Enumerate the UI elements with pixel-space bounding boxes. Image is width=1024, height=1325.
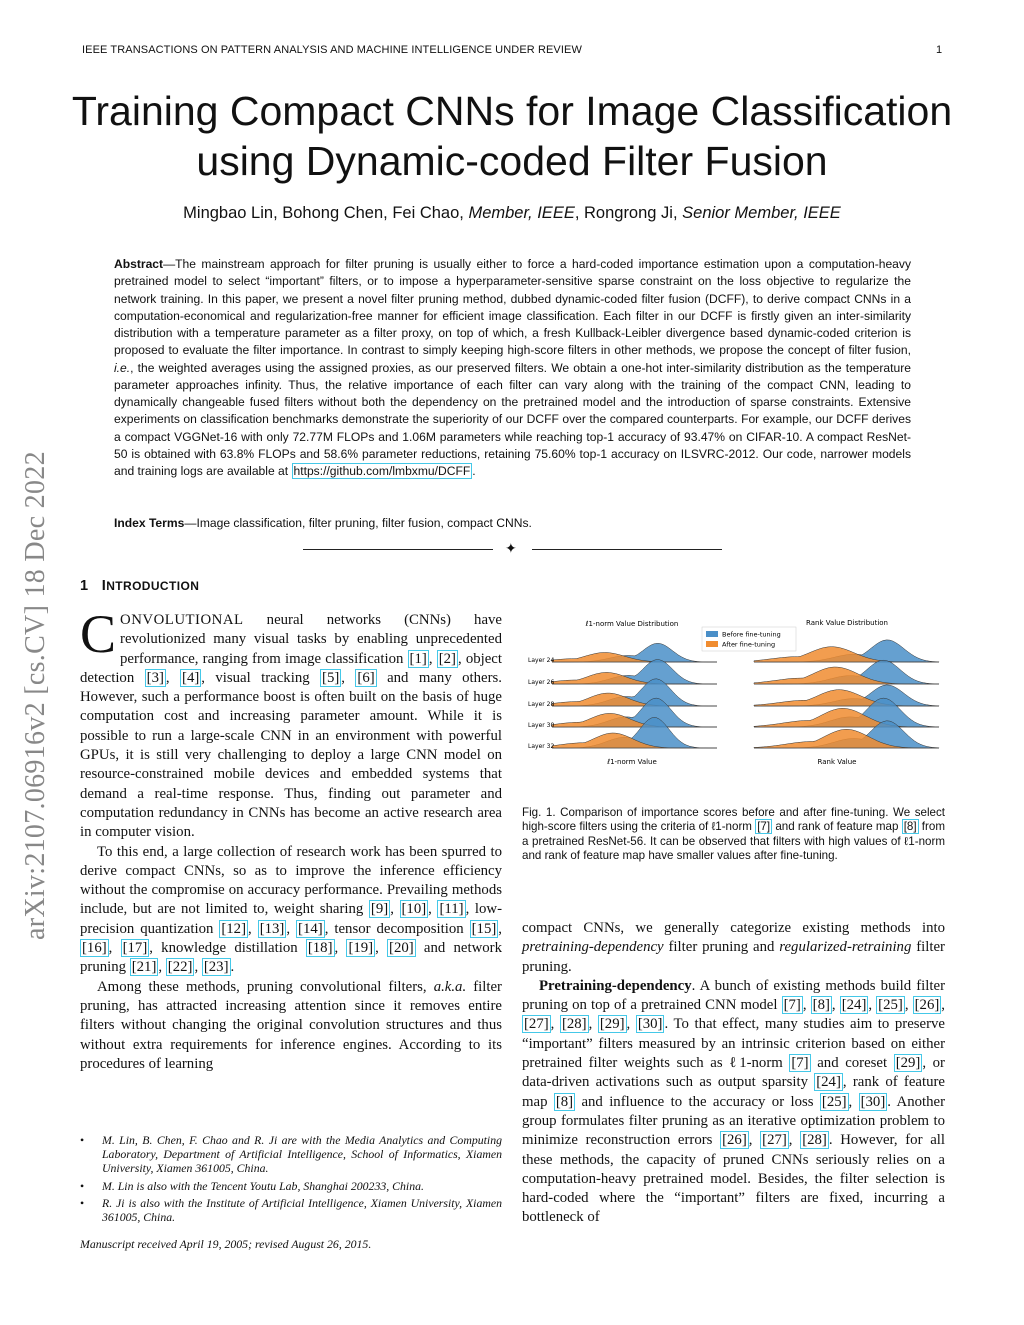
citation[interactable]: [24] — [841, 997, 867, 1014]
intro-p1-b: , object detection — [80, 650, 502, 686]
right-paragraph-2: Pretraining-dependency. A bunch of existing methods build filter pruning on top of a pretrained CNN model [7] , [8] , [24] , [25] , [26] , [27] , [28] , [29] , [30] . To that effect, many studies aim to preserve “important” filters measured by an intrinsic criterion based on either pretrained filter weights such as ℓ1-norm [7] and coreset [29] , or data-driven activations such as output sparsity [24] , rank of feature map [8] and influence to the accuracy or loss [25] , [30] . Another group formulates filter pruning as an iterative optimization problem to minimize reconstruction errors [26] , [27] , [28] . However, for all these methods, the capacity of pruned CNNs seriously relies on a computation-heavy pretrained model. Besides, the filter selection is hard-coded where the “important” filters are fixed, incurring a bottleneck of — [522, 977, 946, 1226]
index-terms-label: Index Terms — [114, 516, 185, 530]
citation[interactable]: [10] — [401, 901, 427, 918]
section-heading — [80, 578, 199, 594]
citation[interactable]: [1] — [409, 650, 427, 667]
chart-row-label: Layer 26 — [528, 679, 555, 686]
citation[interactable]: [5] — [322, 669, 340, 686]
index-terms — [114, 516, 911, 530]
abstract-label: Abstract — [114, 257, 164, 271]
legend-label-after: After fine-tuning — [722, 640, 776, 649]
divider-left — [303, 549, 493, 550]
citation[interactable]: [3] — [146, 669, 164, 686]
citation[interactable]: [17] — [122, 940, 148, 957]
chart-legend — [702, 627, 796, 651]
citation[interactable]: [19] — [348, 940, 374, 957]
citation[interactable]: [26] — [722, 1132, 747, 1149]
citation[interactable]: [11] — [439, 901, 464, 918]
citation[interactable]: [27] — [762, 1132, 787, 1149]
citation[interactable]: [20] — [389, 940, 414, 957]
left-column — [80, 604, 503, 1074]
right-paragraph-1 — [522, 919, 945, 977]
citation[interactable]: [29] — [895, 1055, 921, 1072]
right-p1-em2: regularized-retraining — [779, 939, 912, 956]
right-p1-em1: pretraining-dependency — [522, 939, 664, 956]
right-p2-e: , rank of feature map — [522, 1074, 946, 1110]
intro-paragraph-2: To this end, a large collection of research work has been spurred to derive compact CNNs, so as to improve the inference efficiency without the compromise on accuracy performance. Prevailing methods include, but are not limited to, weight sharing [9] , [10] , [11] , low-precision quantization [12] , [13] , [14] , tensor decomposition [15] , [16] , [17] , knowledge distillation [18] , [19] , [20] and network pruning [21] , [22] , [23] . — [80, 843, 503, 976]
chart-xlabel-left: ℓ1-norm Value — [607, 758, 657, 766]
page-number: 1 — [936, 44, 943, 56]
right-column — [522, 919, 945, 1228]
citation[interactable]: [2] — [438, 650, 456, 667]
chart-row-label: Layer 28 — [528, 701, 555, 708]
legend-swatch-after — [706, 641, 718, 647]
citation[interactable]: [7] — [783, 997, 801, 1014]
figure-caption — [522, 806, 945, 863]
chart-row-label: Layer 32 — [528, 743, 555, 750]
citation[interactable]: [13] — [259, 920, 285, 937]
citation[interactable]: [4] — [182, 669, 200, 686]
citation[interactable]: [8] — [555, 1093, 574, 1110]
right-p2-bold: Pretraining-dependency — [539, 977, 692, 994]
citation[interactable]: [29] — [599, 1016, 625, 1033]
code-link[interactable]: https://github.com/lmbxmu/DCFF — [293, 464, 471, 478]
arxiv-identifier: arXiv:2107.06916v2 [cs.CV] 18 Dec 2022 — [20, 451, 51, 940]
chart-title-right: Rank Value Distribution — [805, 619, 889, 627]
right-p2-g: . Another group formulates filter pruning as an iterative optimization problem to minimize reconstruction errors — [522, 1093, 945, 1149]
citation[interactable]: [8] — [812, 997, 830, 1014]
abstract-ie: i.e. — [114, 360, 131, 375]
citation[interactable]: [15] — [471, 920, 497, 937]
intro-p2-d: , knowledge distillation — [149, 940, 306, 957]
abstract-text: —The mainstream approach for filter pruning is usually either to force a hard-coded importance estimation upon a computation-heavy pretrained model to select “important” filters, or to impose a hyperparameter-sensitive sparse constraint on the loss objective to regularize the network training. In this paper, we present a novel filter pruning method, dubbed dynamic-coded filter fusion (DCFF), to derive compact CNNs in a computation-economical and regularization-free manner for efficient image classification. Each filter in our DCFF is firstly given an inter-similarity distribution with a temperature parameter as a filter proxy, on top of which, a fresh Kullback-Leibler divergence based dynamic-coded criterion is proposed to evaluate the filter importance. In contrast to simply keeping high-score filters in other methods, we propose the concept of filter fusion, — [114, 257, 911, 358]
footnote-2: • M. Lin is also with the Tencent Youtu Lab, Shanghai 200233, China. — [102, 1179, 502, 1193]
right-p2-d: , or data-driven activations such as output sparsity — [522, 1055, 945, 1091]
citation[interactable]: [25] — [821, 1093, 847, 1110]
ridge-plot-figure — [522, 614, 948, 774]
citation[interactable]: [22] — [167, 959, 193, 976]
right-p1-b: filter pruning and — [663, 939, 780, 956]
right-p2-f: and influence to the accuracy or loss — [575, 1093, 820, 1110]
drop-cap: C — [80, 604, 117, 664]
citation[interactable]: [28] — [561, 1016, 587, 1033]
title-line-1: Training Compact CNNs for Image Classification — [71, 88, 953, 134]
right-p2-h: . However, for all these methods, the capacity of pruned CNNs seriously relies on a computation-heavy pretrained model. Besides, the filter selection is hard-coded where the “important” filters are fixed, incurring a bottleneck of — [522, 1132, 945, 1226]
citation[interactable]: [21] — [131, 959, 157, 976]
abstract — [114, 256, 911, 480]
intro-p3-a: Among these methods, pruning convolutional filters, — [97, 978, 434, 995]
section-title-first: I — [101, 578, 107, 594]
right-p1-a: compact CNNs, we generally categorize existing methods into — [522, 920, 945, 936]
chart-row-label: Layer 24 — [528, 657, 555, 664]
chart-title-left: ℓ1-norm Value Distribution — [585, 620, 679, 628]
citation[interactable]: [7] — [791, 1055, 809, 1072]
citation[interactable]: [25] — [878, 997, 903, 1014]
footnotes — [80, 1133, 502, 1227]
citation[interactable]: [23] — [203, 959, 229, 976]
citation[interactable]: [8] — [903, 820, 917, 834]
running-header: IEEE TRANSACTIONS ON PATTERN ANALYSIS AND MACHINE INTELLIGENCE UNDER REVIEW — [82, 44, 582, 56]
intro-p3-b: filter pruning, has attracted increasing attention since it removes entire filters without changing the original convolution structures and thus without extra requirements for inference engines. According to its procedures of learning — [80, 978, 502, 1072]
intro-paragraph-1: CONVOLUTIONAL neural networks (CNNs) have revolutionized many visual tasks by enabling unprecedented performance, ranging from image classification [1] , [2] , object detection [3] , [4] , visual tracking [5] , [6] and many others. However, such a performance boost is often built on the basis of huge computation cost and increasing parameter amount. While it is possible to run a large-scale CNN in an environment with powerful GPUs, it is still very challenging to deploy a large CNN model on resource-constrained mobile devices and embedded systems that demand a real-time response. Thus, finding out parameter and computation redundancy in CNNs has become an active research area in computer vision. — [80, 604, 502, 841]
citation[interactable]: [24] — [816, 1074, 841, 1091]
intro-p2-a: To this end, a large collection of research work has been spurred to derive compact CNNs, so as to improve the inference efficiency without the compromise on accuracy performance. Prevailing methods include, but are not limited to, weight sharing — [80, 843, 502, 918]
author-role-2: Senior Member, IEEE — [682, 204, 841, 222]
chart-row-label: Layer 30 — [528, 722, 555, 729]
abstract-end: . — [472, 464, 476, 478]
footnote-3: • R. Ji is also with the Institute of Artificial Intelligence, Xiamen University, Xiamen 361005, China. — [102, 1196, 502, 1224]
title-line-2: using Dynamic-coded Filter Fusion — [196, 138, 828, 184]
right-p2-b: . To that effect, many studies aim to preserve “important” filters measured by an intrinsic criterion based on either pretrained filter weights such as ℓ1-norm — [522, 1016, 945, 1072]
legend-swatch-before — [706, 631, 718, 637]
intro-p2-e: and network pruning — [80, 940, 503, 976]
intro-p1-d: and many others. However, such a performance boost is often built on the basis of huge computation cost and increasing parameter amount. While it is possible to run a large-scale CNN in an environment with powerful GPUs, it is still very challenging to deploy a large CNN model on resource-constrained mobile devices and embedded systems that demand a real-time response. Thus, finding out parameter and computation redundancy in CNNs has become an active research area in computer vision. — [80, 669, 502, 841]
citation[interactable]: [16] — [82, 940, 107, 957]
intro-paragraph-3 — [80, 978, 502, 1074]
legend-label-before: Before fine-tuning — [722, 630, 781, 639]
citation[interactable]: [30] — [637, 1016, 663, 1033]
paper-title — [60, 86, 964, 186]
citation[interactable]: [9] — [370, 901, 389, 918]
intro-small-caps: ONVOLUTIONAL — [120, 612, 244, 628]
section-number: 1 — [80, 578, 89, 594]
abstract-text-2: , the weighted averages using the assigned proxies, as our preserved filters. We obtain a one-hot inter-similarity distribution as the temperature parameter approaches infinity. Thus, the relative importance of each filter can vary along with the training of the compact CNN, leading to dynamically changeable fused filters without both the dependency on the pretrained model and the introduction of sparse constraints. Extensive experiments on classification benchmarks demonstrate the superiority of our DCFF over the compared counterparts. For example, our DCFF derives a compact VGGNet-16 with only 72.77M FLOPs and 1.06M parameters while reaching top-1 accuracy of 93.47% on CIFAR-10. A compact ResNet-50 is obtained with 63.8% FLOPs and 58.6% parameter reductions, retaining 75.60% top-1 accuracy on ILSVRC-2012. Our code, narrower models and training logs are available at — [114, 360, 911, 478]
footnote-1: • M. Lin, B. Chen, F. Chao and R. Ji are with the Media Analytics and Computing Laboratory, Department of Artificial Intelligence, School of Informatics, Xiamen University, Xiamen 361005, China. — [102, 1133, 502, 1176]
citation[interactable]: [12] — [221, 920, 246, 937]
citation[interactable]: [14] — [298, 920, 323, 937]
caption-a: Fig. 1. Comparison of importance scores before and after fine-tuning. We select high-score filters using the criteria of ℓ1-norm — [522, 806, 945, 834]
caption-c: from a pretrained ResNet-56. It can be observed that filters with high values of ℓ1-norm and rank of feature map have smaller values after fine-tuning. — [522, 820, 945, 862]
citation[interactable]: [30] — [860, 1093, 886, 1110]
index-terms-text: —Image classification, filter pruning, filter fusion, compact CNNs. — [184, 516, 532, 530]
right-p2-a: . A bunch of existing methods build filter pruning on top of a pretrained CNN model — [522, 977, 945, 1014]
manuscript-note: Manuscript received April 19, 2005; revised August 26, 2015. — [80, 1237, 372, 1251]
author-list — [60, 204, 964, 223]
chart-xlabel-right: Rank Value — [817, 758, 857, 766]
right-p1-c: filter pruning. — [522, 939, 945, 975]
author-role-1: Member, IEEE — [468, 204, 575, 222]
author-names-2: , Rongrong Ji, — [574, 204, 678, 222]
intro-p1-a: neural networks (CNNs) have revolutionized many visual tasks by enabling unprecedented performance, ranging from image classification — [120, 612, 502, 667]
citation[interactable]: [28] — [802, 1132, 827, 1149]
divider-diamond-icon: ✦ — [505, 542, 517, 557]
citation[interactable]: [6] — [357, 669, 375, 686]
intro-p2-c: , tensor decomposition — [324, 920, 470, 937]
citation[interactable]: [7] — [757, 820, 771, 834]
divider-right — [532, 549, 722, 550]
caption-b: and rank of feature map — [772, 820, 902, 834]
intro-p2-f: . — [230, 959, 235, 976]
author-names-1: Mingbao Lin, Bohong Chen, Fei Chao, — [183, 204, 464, 222]
citation[interactable]: [18] — [307, 940, 333, 957]
citation[interactable]: [27] — [524, 1016, 549, 1033]
section-title-rest: NTRODUCTION — [106, 579, 200, 593]
intro-aka: a.k.a. — [433, 978, 467, 995]
intro-p1-c: , visual tracking — [201, 669, 321, 686]
right-p2-c: and coreset — [810, 1055, 894, 1072]
intro-p2-b: , low-precision quantization — [80, 901, 503, 937]
citation[interactable]: [26] — [914, 997, 940, 1014]
